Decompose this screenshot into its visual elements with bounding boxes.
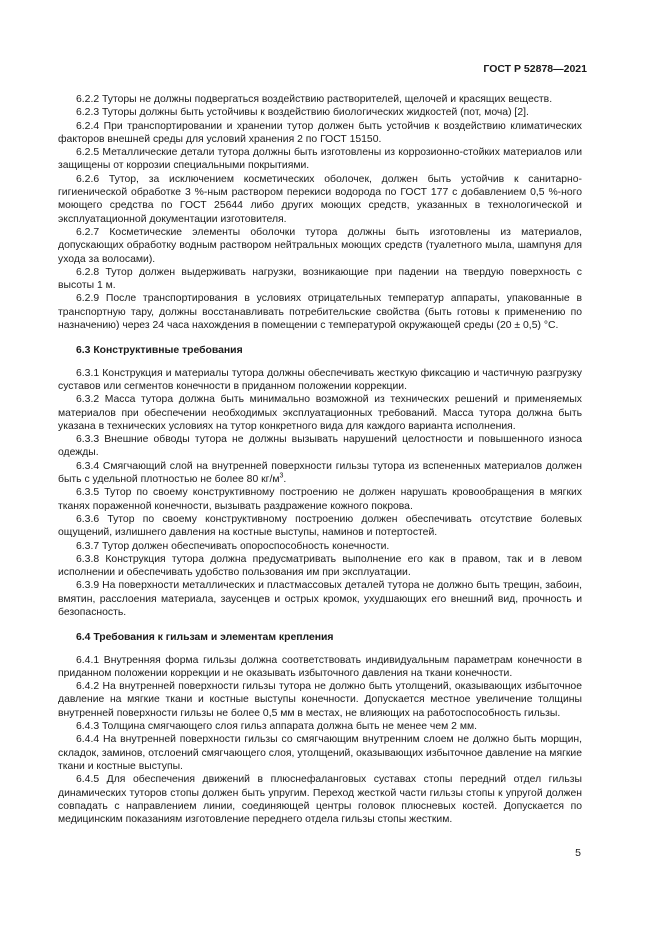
document-header: ГОСТ Р 52878—2021 xyxy=(483,63,587,75)
paragraph-6-3-3: 6.3.3 Внешние обводы тутора не должны вызывать нарушений целостности и повышенного износа одежды. xyxy=(58,434,582,459)
page-number: 5 xyxy=(575,847,581,859)
paragraph-6-4-4: 6.4.4 На внутренней поверхности гильзы со смягчающим внутренним слоем не должно быть морщин, складок, заминов, отслоений смягчающего слоя, утолщений, оказывающих избыточное давление на мягкие ткани и костные выступы. xyxy=(58,734,582,772)
paragraph-6-2-7: 6.2.7 Косметические элементы оболочки тутора должны быть изготовлены из материалов, допускающих обработку водным раствором нейтральных моющих средств (туалетного мыла, шампуня для ухода за волосами). xyxy=(58,226,582,265)
paragraph-6-3-1: 6.3.1 Конструкция и материалы тутора должны обеспечивать жесткую фиксацию и частичную разгрузку суставов или сегментов конечности в приданном положении коррекции. xyxy=(58,367,582,392)
paragraph-6-3-9: 6.3.9 На поверхности металлических и пластмассовых деталей тутора не должно быть трещин, забоин, вмятин, расслоения материала, заусенцев и острых кромок, ухудшающих его внешний вид, прочность и безопасность. xyxy=(58,580,582,618)
paragraph-6-2-3: 6.2.3 Туторы должны быть устойчивы к воздействию биологических жидкостей (пот, моча) [2]. xyxy=(76,107,529,119)
paragraph-6-2-4: 6.2.4 При транспортировании и хранении тутор должен быть устойчив к воздействию климатических факторов внешней среды для условий хранения 2 по ГОСТ 15150. xyxy=(58,120,582,145)
paragraph-6-3-7: 6.3.7 Тутор должен обеспечивать опороспособность конечности. xyxy=(76,540,390,552)
paragraph-6-3-6: 6.3.6 Тутор по своему конструктивному построению должен обеспечивать отсутствие болевых ощущений, излишнего давления на костные выступы, наминов и потертостей. xyxy=(58,513,582,539)
paragraph-6-2-6: 6.2.6 Тутор, за исключением косметических оболочек, должен быть устойчив к санитарно-гигиенической обработке 3 %-ным раствором перекиси водорода по ГОСТ 177 с добавлением 0,5 %-ного моющего средства по ГОСТ 25644 либо других моющих средств, указанных в технологической и эксплуатационной документации изготовителя. xyxy=(58,173,582,225)
paragraph-6-3-4 xyxy=(58,460,582,487)
paragraph-6-2-5: 6.2.5 Металлические детали тутора должны быть изготовлены из коррозионно-стойких материалов или защищены от коррозии специальными покрытиями. xyxy=(58,147,582,172)
paragraph-6-2-8: 6.2.8 Тутор должен выдерживать нагрузки, возникающие при падении на твердую поверхность с высоты 1 м. xyxy=(58,266,582,292)
section-heading-6-4: 6.4 Требования к гильзам и элементам крепления xyxy=(76,632,334,644)
paragraph-6-4-3: 6.4.3 Толщина смягчающего слоя гильз аппарата должна быть не менее чем 2 мм. xyxy=(76,721,477,733)
paragraph-6-3-2: 6.3.2 Масса тутора должна быть минимально возможной из технических решений и применяемых материалов при обеспечении необходимых эксплуатационных требований. Масса тутора должна быть указана в технических условиях на тутор конкретного вида для каждого варианта исполнения. xyxy=(58,394,582,432)
paragraph-6-2-9: 6.2.9 После транспортирования в условиях отрицательных температур аппараты, упакованные в транспортную тару, должны восстанавливать потребительские свойства (быть готовы к применению по назначению) через 24 часа нахождения в помещении с температурой окружающей среды (20 ± 0,5) °С. xyxy=(58,293,582,332)
paragraph-6-3-4-text: 6.3.4 Смягчающий слой на внутренней поверхности гильзы тутора из вспененных материалов должен быть с удельной плотностью не более 80 кг/м xyxy=(58,460,582,486)
paragraph-6-4-1: 6.4.1 Внутренняя форма гильзы должна соответствовать индивидуальным параметрам конечности в приданном положении коррекции и не оказывать избыточного давления на ткани конечности. xyxy=(58,654,582,679)
paragraph-6-4-5: 6.4.5 Для обеспечения движений в плюснефаланговых суставах стопы передний отдел гильзы динамических туторов стопы должен быть упругим. Переход жесткой части гильзы стопы к упругой должен совпадать с направлением линии, соединяющей центры головок плюсневых костей. Допускается по медицинским показаниям изготовление переднего отдела гильзы стопы жестким. xyxy=(58,774,582,826)
paragraph-6-2-2: 6.2.2 Туторы не должны подвергаться воздействию растворителей, щелочей и красящих веществ. xyxy=(76,94,553,105)
superscript: 3 xyxy=(279,472,284,480)
document-body xyxy=(58,93,582,826)
paragraph-6-4-2: 6.4.2 На внутренней поверхности гильзы тутора не должно быть утолщений, оказывающих избыточное давление на мягкие ткани и костные выступы конечности. Допускается местное увеличение толщины внутренней поверхности гильзы не более 0,5 мм в местах, не влияющих на работоспособность гильзы. xyxy=(58,681,582,719)
section-heading-6-3: 6.3 Конструктивные требования xyxy=(76,345,243,357)
paragraph-6-3-4-tail: . xyxy=(283,474,287,486)
paragraph-6-3-5: 6.3.5 Тутор по своему конструктивному построению не должен нарушать кровообращения в мягких тканях пораженной конечности, вызывать раздражение кожного покрова. xyxy=(58,487,582,512)
paragraph-6-3-8: 6.3.8 Конструкция тутора должна предусматривать выполнение его как в правом, так и в левом исполнении и обеспечивать удобство пользования им при эксплуатации. xyxy=(58,553,582,579)
